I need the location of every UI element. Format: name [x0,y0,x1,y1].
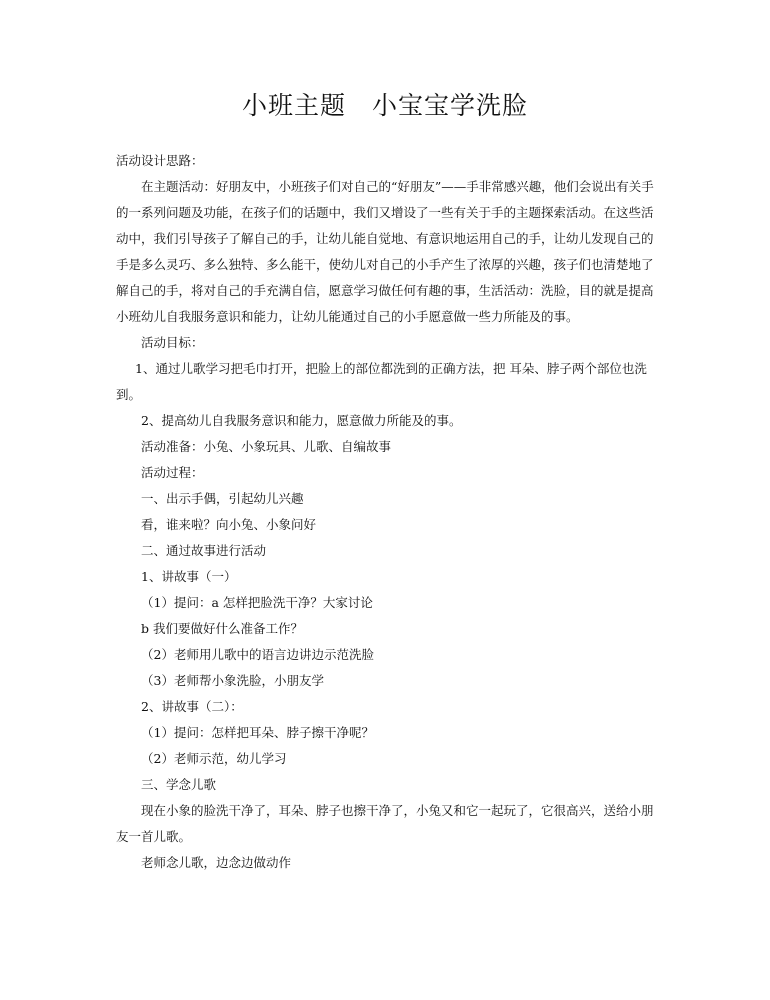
paragraph: 二、通过故事进行活动 [141,543,267,558]
paragraph: 2、提高幼儿自我服务意识和能力，愿意做力所能及的事。 [141,413,462,428]
paragraph: 1、通过儿歌学习把毛巾打开，把脸上的部位都洗到的正确方法，把 耳朵、脖子两个部位也洗到。 [116,361,647,402]
paragraph: 在主题活动：好朋友中，小班孩子们对自己的“好朋友”——手非常感兴趣，他们会说出有关手的一系列问题及功能，在孩子们的话题中，我们又增设了一些有关于手的主题探索活动。在这些活动中，我们引导孩子了解自己的手，让幼儿能自觉地、有意识地运用自己的手，让幼儿发现自己的手是多么灵巧、多么独特、多么能干，使幼儿对自己的小手产生了浓厚的兴趣，孩子们也清楚地了解自己的手，将对自己的手充满自信，愿意学习做任何有趣的事，生活活动：洗脸，目的就是提高小班幼儿自我服务意识和能力，让幼儿能通过自己的小手愿意做一些力所能及的事。 [116,179,654,324]
paragraph: 活动设计思路： [116,153,204,168]
paragraph: （3）老师帮小象洗脸，小朋友学 [141,673,324,688]
paragraph: 现在小象的脸洗干净了，耳朵、脖子也擦干净了，小兔又和它一起玩了，它很高兴，送给小朋友一首儿歌。 [116,803,654,844]
paragraph: （1）提问：怎样把耳朵、脖子擦干净呢？ [141,725,374,740]
paragraph: 活动准备：小兔、小象玩具、儿歌、自编故事 [141,439,392,454]
paragraph: 活动过程： [141,465,204,480]
paragraph: （1）提问：a 怎样把脸洗干净？大家讨论 [141,595,373,610]
paragraph: 看，谁来啦？向小兔、小象问好 [141,517,317,532]
paragraph: 2、讲故事（二）： [141,699,243,714]
paragraph: b 我们要做好什么准备工作？ [141,621,303,636]
paragraph: 一、出示手偶，引起幼儿兴趣 [141,491,304,506]
paragraph: 老师念儿歌，边念边做动作 [141,855,292,870]
paragraph: 1、讲故事（一） [141,569,237,584]
paragraph: 三、学念儿歌 [141,777,217,792]
paragraph: 活动目标： [141,335,204,350]
paragraph: （2）老师示范，幼儿学习 [141,751,287,766]
document-body [116,148,656,876]
paragraph: （2）老师用儿歌中的语言边讲边示范洗脸 [141,647,374,662]
page-title: 小班主题 小宝宝学洗脸 [241,91,528,120]
